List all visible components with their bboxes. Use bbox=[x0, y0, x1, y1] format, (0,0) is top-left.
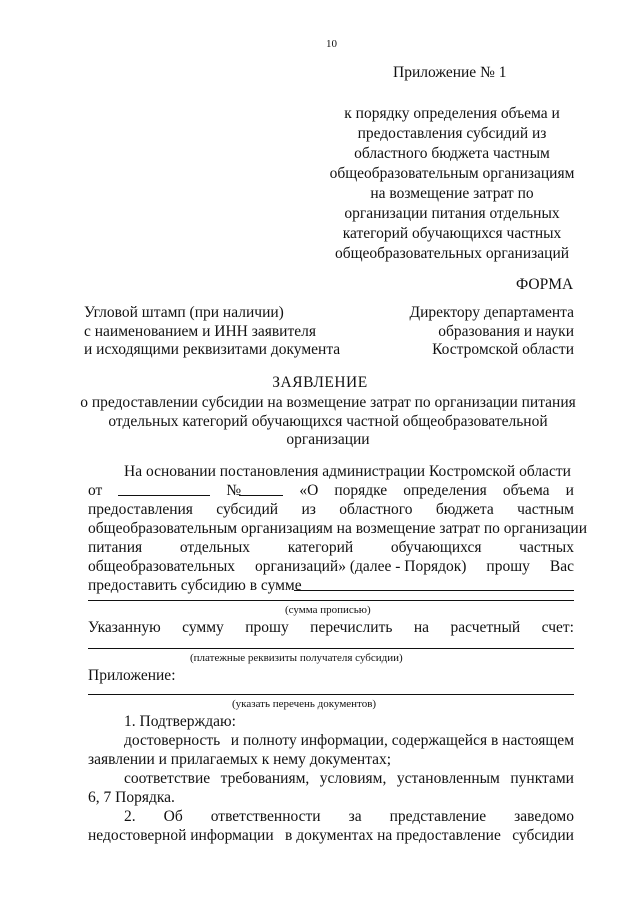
document-subtitle bbox=[80, 394, 576, 450]
body-line-1 bbox=[88, 462, 574, 482]
body-text: заявлении и прилагаемых к нему документах; bbox=[88, 751, 392, 768]
addressee-line: Костромской области bbox=[432, 341, 574, 358]
body-word: и полноту информации, содержащейся в настоящем bbox=[230, 732, 574, 749]
body-word: пунктами bbox=[510, 770, 574, 787]
caption-sum: (сумма прописью) bbox=[285, 604, 371, 616]
body-line-7 bbox=[88, 576, 574, 596]
body-line-16 bbox=[88, 826, 574, 846]
body-word: из bbox=[301, 501, 316, 518]
stamp-line: Угловой штамп (при наличии) bbox=[84, 304, 284, 321]
body-word: прошу bbox=[486, 558, 530, 575]
body-word: от bbox=[88, 482, 103, 499]
body-line-4 bbox=[88, 519, 588, 539]
body-word: расчетный bbox=[450, 619, 521, 636]
body-line-12 bbox=[88, 750, 574, 770]
appendix-reference-line: на возмещение затрат по bbox=[370, 185, 534, 202]
body-line-9 bbox=[88, 666, 574, 686]
body-word: заведомо bbox=[514, 808, 574, 825]
sum-in-words-field[interactable] bbox=[88, 600, 574, 601]
body-text: 6, 7 Порядка. bbox=[88, 789, 175, 806]
form-label: ФОРМА bbox=[516, 276, 574, 293]
payment-requisites-field[interactable] bbox=[88, 648, 574, 649]
appendix-title: Приложение № 1 bbox=[393, 64, 507, 81]
body-word: питания bbox=[88, 539, 143, 556]
body-word: организаций» (далее - Порядок) bbox=[254, 558, 467, 575]
decree-number-field[interactable] bbox=[239, 481, 283, 496]
body-line-2 bbox=[88, 481, 574, 501]
body-line-13 bbox=[88, 769, 574, 789]
appendix-reference-line: организации питания отдельных bbox=[344, 205, 560, 222]
body-word: перечислить bbox=[310, 619, 393, 636]
body-text: 1. Подтверждаю: bbox=[124, 713, 236, 730]
body-word: Указанную bbox=[88, 619, 161, 636]
body-line-14 bbox=[88, 788, 574, 808]
body-word: объема bbox=[502, 482, 550, 499]
body-word: счет: bbox=[541, 619, 574, 636]
body-word: предоставления bbox=[88, 501, 193, 518]
stamp-line: и исходящими реквизитами документа bbox=[84, 341, 341, 358]
body-line-5 bbox=[88, 538, 574, 558]
body-text: На основании постановления администрации Костромской области bbox=[124, 463, 571, 480]
body-word: категорий bbox=[287, 539, 354, 556]
body-word: на bbox=[413, 619, 430, 636]
document-list-field[interactable] bbox=[88, 694, 574, 695]
appendix-reference-line: предоставления субсидий из bbox=[357, 125, 547, 142]
appendix-reference-line: к порядку определения объема и bbox=[344, 105, 560, 122]
subtitle-line: отдельных категорий обучающихся частной общеобразовательной bbox=[108, 412, 548, 430]
subtitle-line: организации bbox=[286, 431, 370, 448]
body-word: «О bbox=[299, 482, 319, 499]
addressee-line: Директору департамента bbox=[409, 304, 574, 321]
body-text: общеобразовательным организациям на возмещение затрат по организации bbox=[88, 520, 588, 537]
body-line-8 bbox=[88, 618, 574, 638]
body-word: частных bbox=[519, 539, 574, 556]
subtitle-line: о предоставлении субсидии на возмещение затрат по организации питания bbox=[80, 394, 576, 411]
addressee-line: образования и науки bbox=[438, 322, 574, 340]
caption-requisites: (платежные реквизиты получателя субсидии) bbox=[190, 652, 403, 664]
body-line-11 bbox=[88, 731, 574, 751]
body-word: 2. bbox=[124, 808, 136, 825]
body-line-3 bbox=[88, 500, 574, 520]
appendix-reference-line: категорий обучающихся частных bbox=[342, 225, 562, 242]
body-word: Об bbox=[163, 808, 183, 825]
corner-stamp-block bbox=[84, 304, 364, 360]
body-word: требованиям, bbox=[220, 770, 310, 787]
body-word: бюджета bbox=[435, 501, 494, 518]
body-word: обучающихся bbox=[390, 539, 482, 556]
body-word: установленным bbox=[396, 770, 500, 787]
addressee-block bbox=[400, 304, 574, 360]
stamp-line: с наименованием и ИНН заявителя bbox=[84, 322, 316, 340]
caption-docs: (указать перечень документов) bbox=[232, 698, 377, 710]
body-word: отдельных bbox=[179, 539, 250, 556]
body-word: достоверность bbox=[124, 732, 221, 749]
body-word: порядке bbox=[334, 482, 388, 499]
body-word: условиям, bbox=[319, 770, 387, 787]
body-word: представление bbox=[389, 808, 487, 825]
body-word: Вас bbox=[549, 558, 574, 575]
body-word: недостоверной информации bbox=[88, 827, 274, 844]
body-word: соответствие bbox=[124, 770, 211, 787]
body-line-10 bbox=[88, 712, 574, 732]
body-word: сумму bbox=[182, 619, 224, 636]
decree-date-field[interactable] bbox=[118, 481, 210, 496]
body-word: за bbox=[348, 808, 362, 825]
body-word: ответственности bbox=[210, 808, 321, 825]
body-text: предоставить субсидию в сумме bbox=[88, 577, 302, 594]
page-number: 10 bbox=[326, 38, 337, 50]
body-word: частным bbox=[517, 501, 574, 518]
body-word: областного bbox=[339, 501, 413, 518]
body-word: в документах на предоставление bbox=[285, 827, 501, 844]
body-word: общеобразовательных bbox=[88, 558, 236, 575]
body-line-6 bbox=[88, 557, 574, 577]
body-word: субсидий bbox=[216, 501, 279, 518]
attachment-label: Приложение: bbox=[88, 667, 176, 684]
body-line-15 bbox=[88, 807, 574, 827]
body-word: субсидии bbox=[512, 827, 574, 844]
document-title: ЗАЯВЛЕНИЕ bbox=[272, 374, 368, 391]
body-word: определения bbox=[403, 482, 487, 499]
appendix-reference-line: общеобразовательным организациям bbox=[329, 165, 575, 182]
body-word: прошу bbox=[245, 619, 289, 636]
sum-field-line[interactable] bbox=[294, 590, 574, 591]
appendix-reference bbox=[320, 104, 584, 264]
body-word: № bbox=[226, 482, 242, 499]
body-word: и bbox=[565, 482, 574, 499]
appendix-reference-line: общеобразовательных организаций bbox=[334, 245, 570, 262]
appendix-reference-line: областного бюджета частным bbox=[354, 145, 550, 162]
